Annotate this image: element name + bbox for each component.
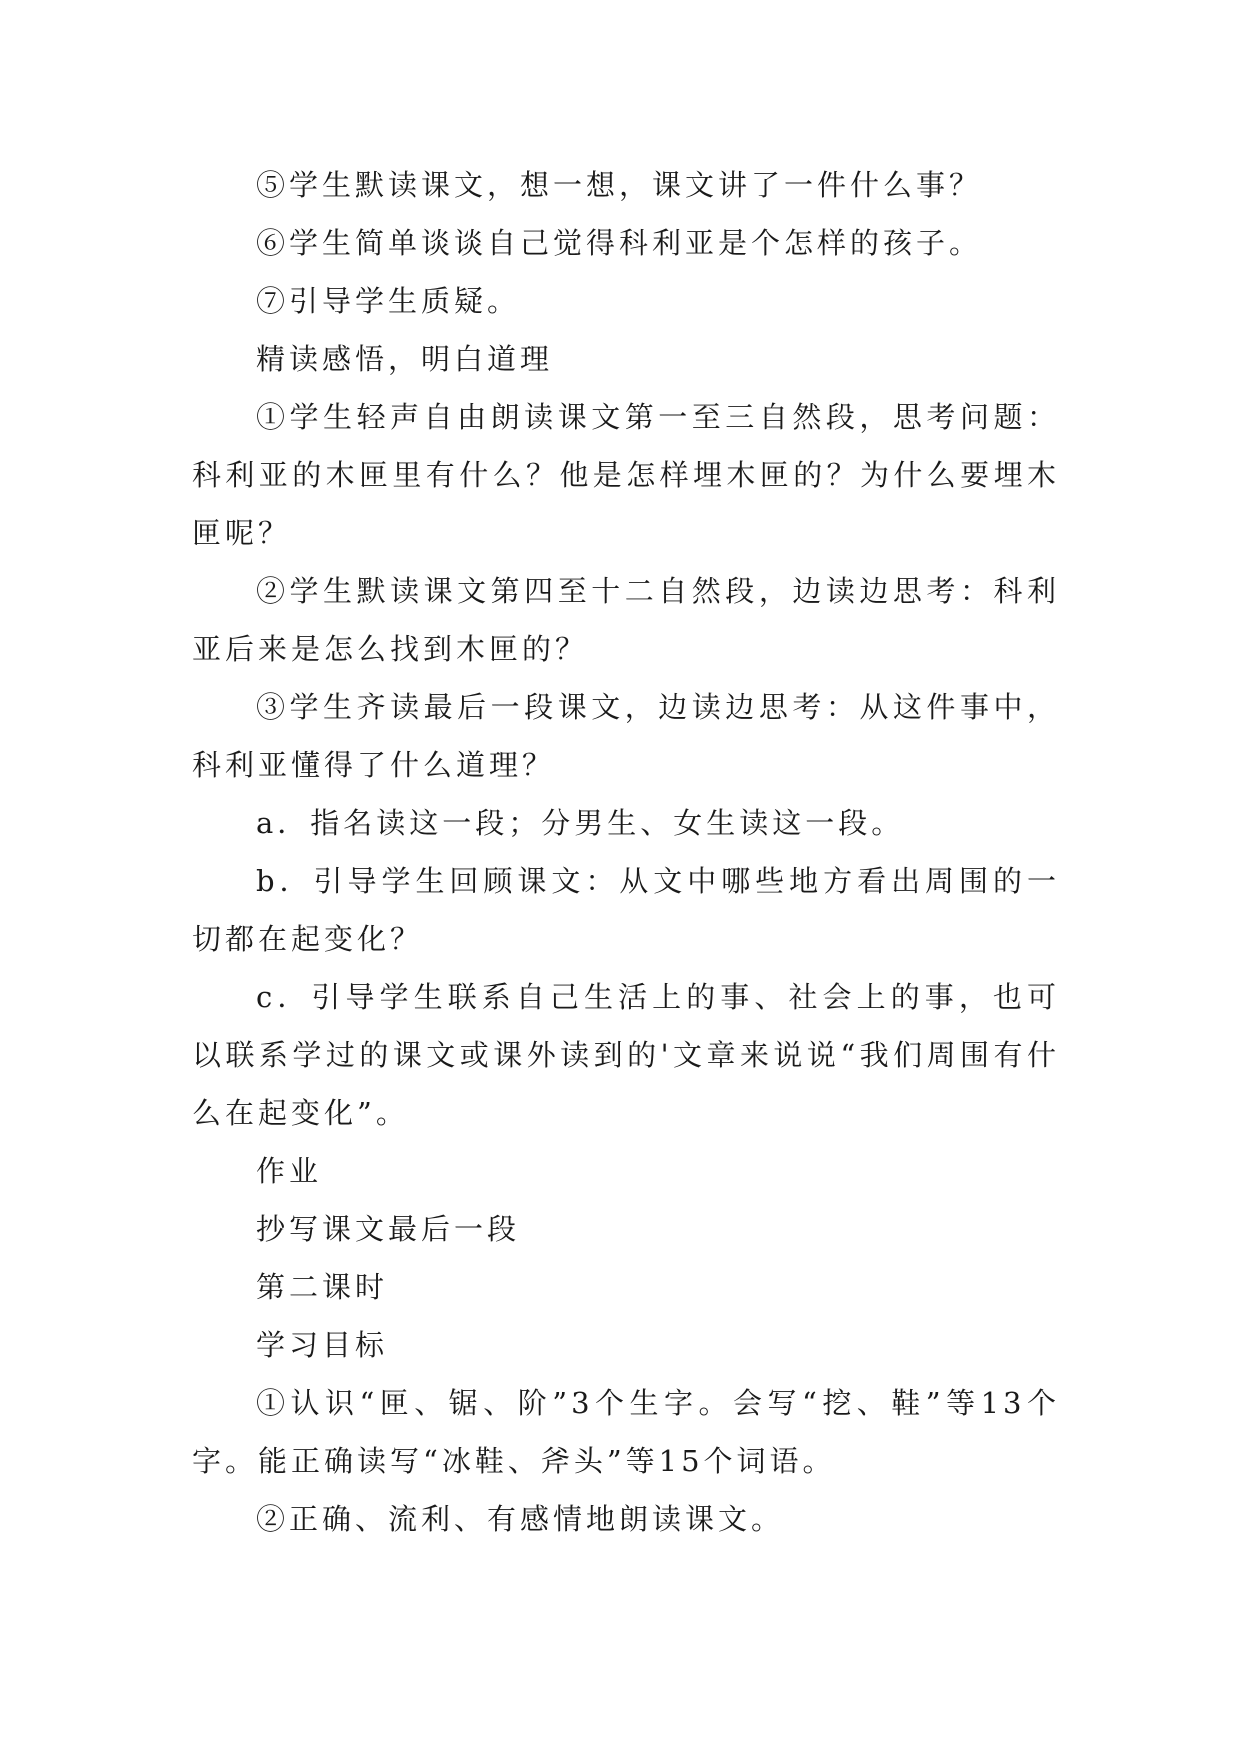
paragraph-step-3: ③学生齐读最后一段课文，边读边思考：从这件事中，科利亚懂得了什么道理？ xyxy=(192,690,1060,782)
section-heading-learning-goals: 学习目标 xyxy=(256,1328,389,1362)
list-item-c: c．引导学生联系自己生活上的事、社会上的事，也可以联系学过的课文或课外读到的'文章来说说“我们周围有什么在起变化”。 xyxy=(192,980,1060,1130)
paragraph-goal-2: ②正确、流利、有感情地朗读课文。 xyxy=(256,1502,785,1536)
paragraph-step-2: ②学生默读课文第四至十二自然段，边读边思考：科利亚后来是怎么找到木匣的？ xyxy=(192,574,1060,666)
list-item-b: b．引导学生回顾课文：从文中哪些地方看出周围的一切都在起变化？ xyxy=(192,864,1060,956)
list-item-a: a．指名读这一段；分男生、女生读这一段。 xyxy=(256,806,905,840)
document-body xyxy=(192,156,1060,1548)
paragraph-step-7: ⑦引导学生质疑。 xyxy=(256,284,521,318)
paragraph-step-5: ⑤学生默读课文，想一想，课文讲了一件什么事？ xyxy=(256,168,983,202)
section-heading-close-reading: 精读感悟，明白道理 xyxy=(256,342,554,376)
paragraph-step-6: ⑥学生简单谈谈自己觉得科利亚是个怎样的孩子。 xyxy=(256,226,983,260)
paragraph-homework: 抄写课文最后一段 xyxy=(256,1212,521,1246)
paragraph-step-1: ①学生轻声自由朗读课文第一至三自然段，思考问题：科利亚的木匣里有什么？他是怎样埋木匣的？为什么要埋木匣呢？ xyxy=(192,400,1060,550)
section-heading-homework: 作业 xyxy=(256,1154,323,1188)
section-heading-second-lesson: 第二课时 xyxy=(256,1270,389,1304)
paragraph-goal-1: ①认识“匣、锯、阶”3个生字。会写“挖、鞋”等13个字。能正确读写“冰鞋、斧头”等15个词语。 xyxy=(192,1386,1060,1478)
